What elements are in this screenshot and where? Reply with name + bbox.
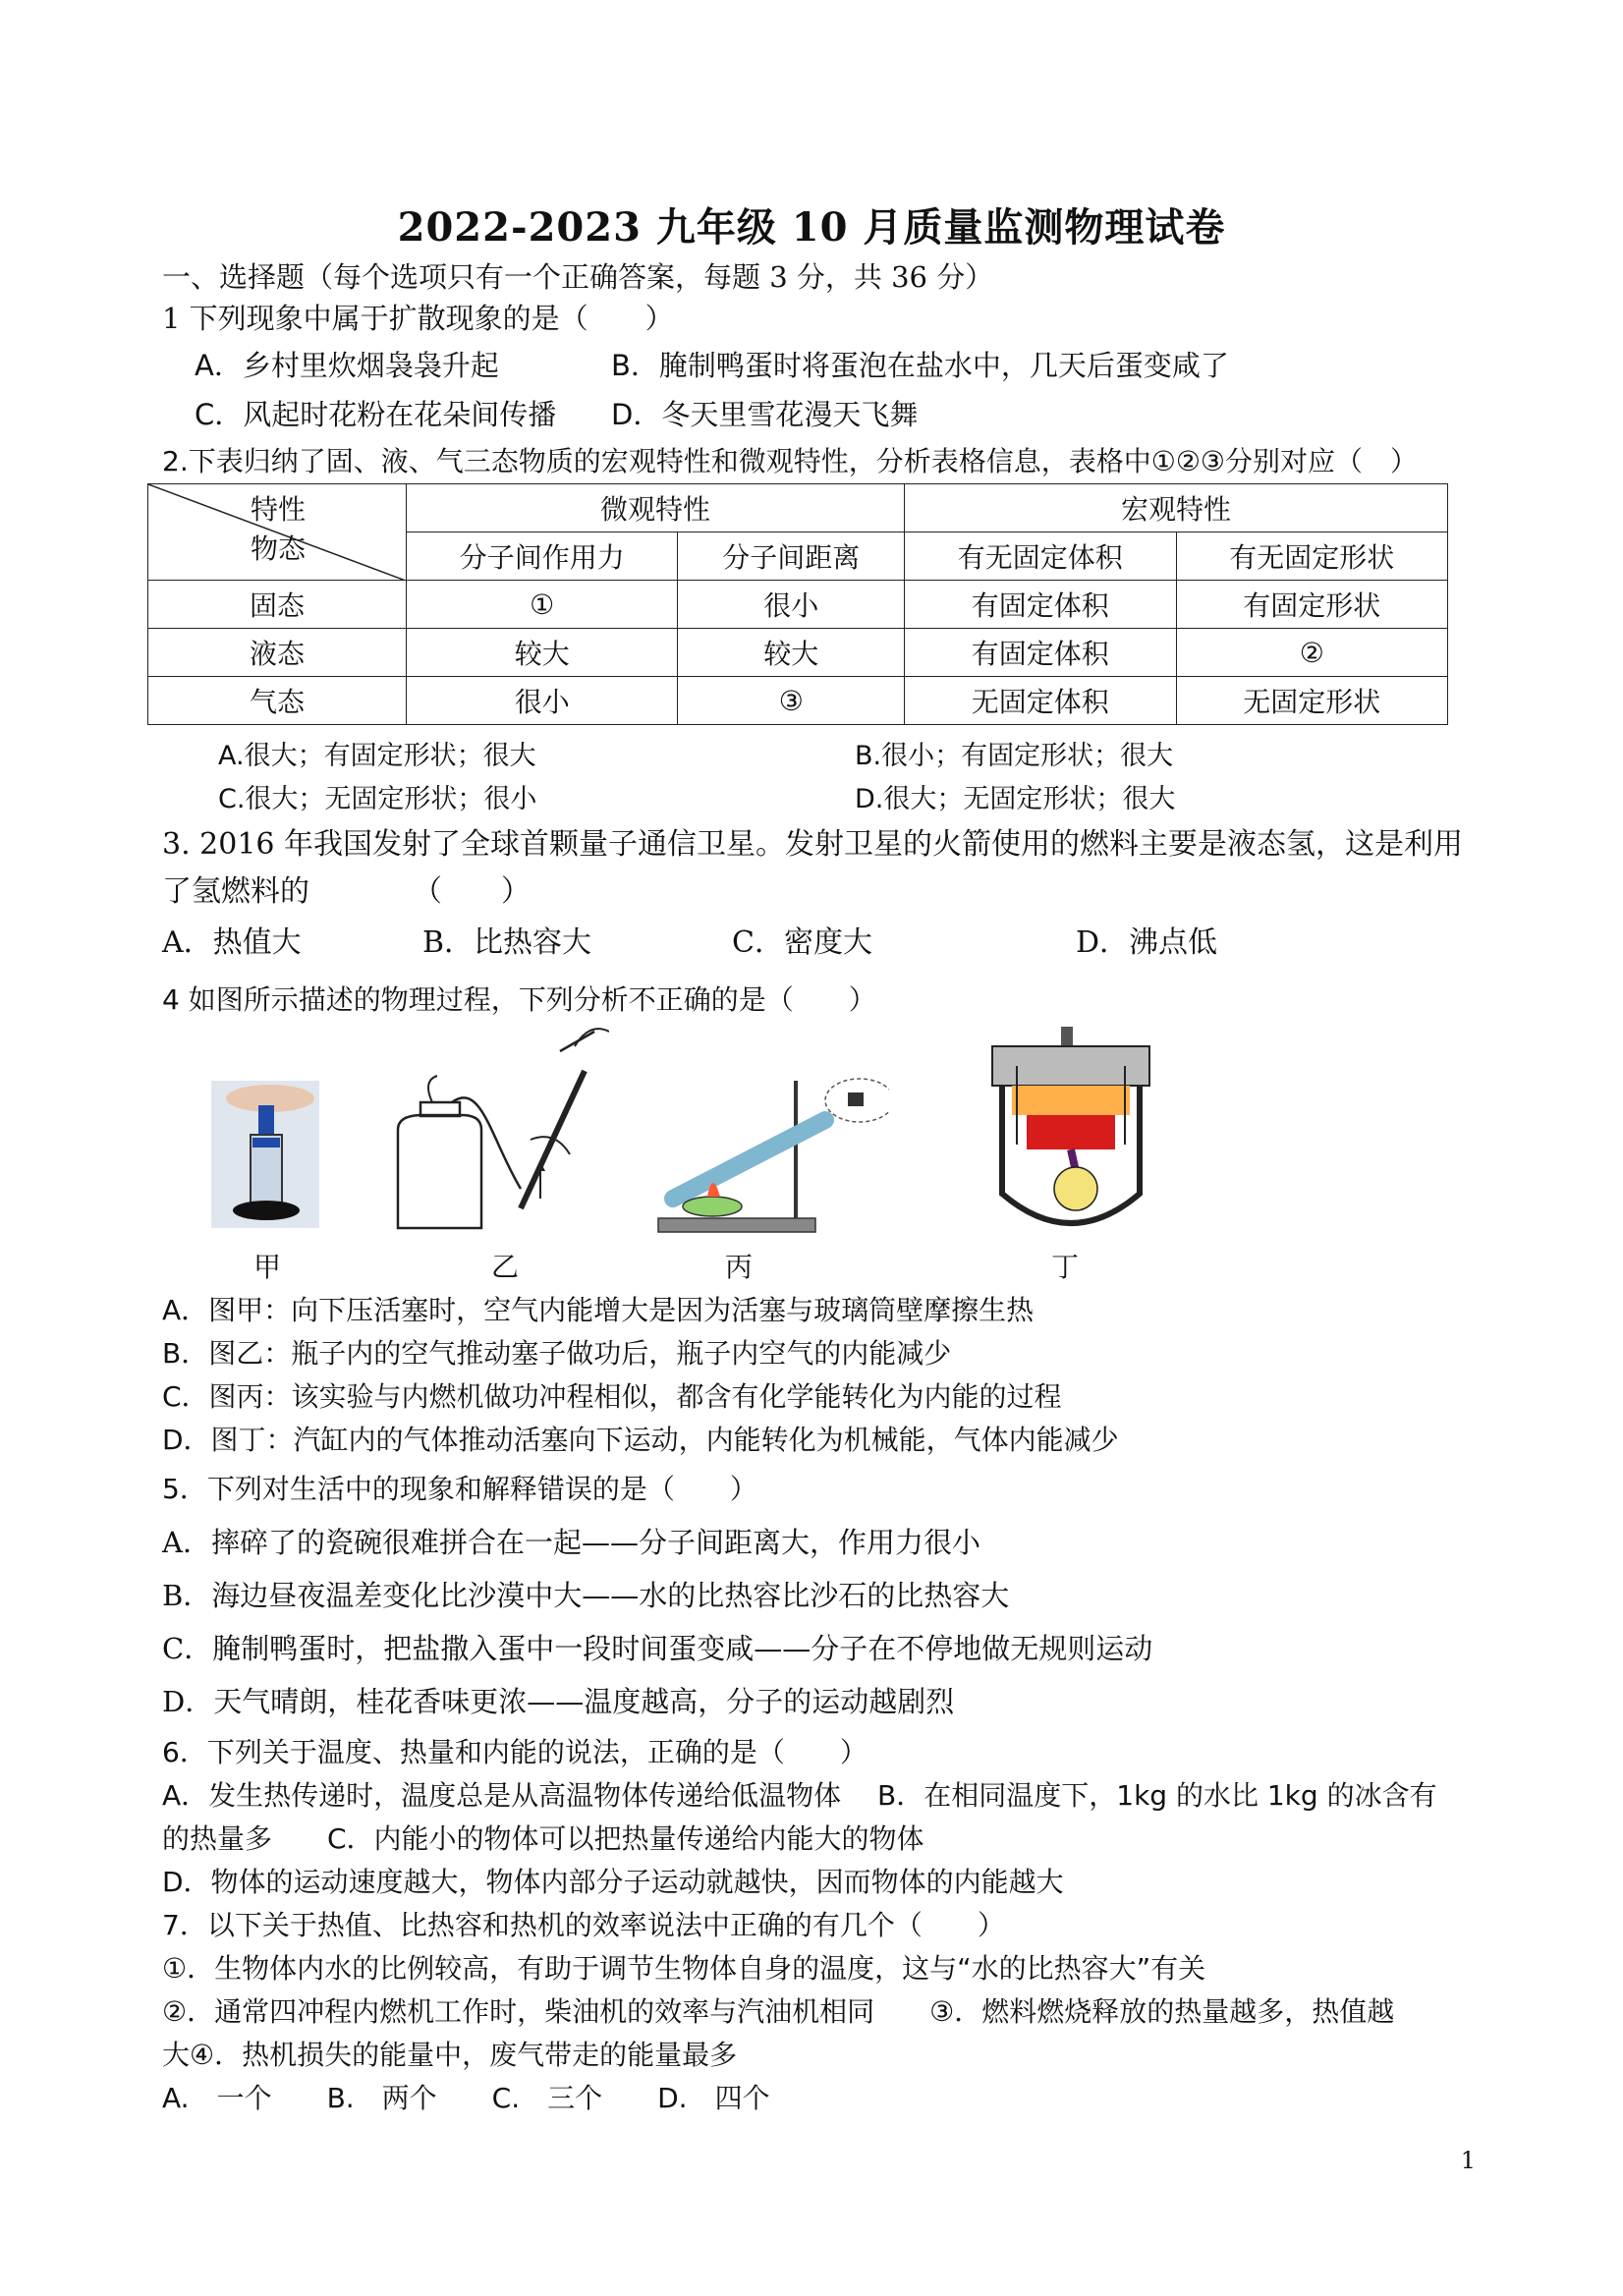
corner-top-label: 特性	[251, 493, 307, 526]
table-cell: ②	[1176, 629, 1447, 677]
q3-stem-line2: 了氢燃料的 （ ）	[162, 874, 531, 909]
q5-option-d: D．天气晴朗，桂花香味更浓——温度越高，分子的运动越剧烈	[162, 1685, 955, 1718]
q2-option-b: B.很小；有固定形状；很大	[855, 741, 1174, 771]
figure-yi-bottle-pump-icon	[383, 1022, 609, 1238]
q7-statement-1: ①．生物体内水的比例较高，有助于调节生物体自身的温度，这与“水的比热容大”有关	[162, 1952, 1206, 1985]
exam-title: 2022-2023 九年级 10 月质量监测物理试卷	[397, 204, 1226, 251]
q6-stem: 6．下列关于温度、热量和内能的说法，正确的是（ ）	[162, 1736, 867, 1768]
table-cell: 有固定形状	[1176, 581, 1447, 629]
q4-stem: 4 如图所示描述的物理过程，下列分析不正确的是（ ）	[162, 983, 876, 1016]
q5-stem: 5．下列对生活中的现象和解释错误的是（ ）	[162, 1473, 757, 1505]
table-cell: 很小	[407, 677, 678, 725]
q2-option-c: C.很大；无固定形状；很小	[218, 784, 537, 814]
col-header: 有无固定形状	[1176, 532, 1447, 581]
table-cell: 无固定体积	[905, 677, 1176, 725]
q3-option-b: B．比热容大	[422, 925, 592, 960]
q1-option-b: B．腌制鸭蛋时将蛋泡在盐水中，几天后蛋变咸了	[611, 349, 1229, 382]
table-row	[148, 629, 1448, 677]
figure-label: 甲	[253, 1251, 282, 1283]
q5-option-a: A．摔碎了的瓷碗很难拼合在一起——分子间距离大，作用力很小	[162, 1526, 980, 1559]
q1-stem: 1 下列现象中属于扩散现象的是（ ）	[162, 302, 674, 335]
state-cell: 气态	[148, 677, 407, 725]
table-cell: ①	[407, 581, 678, 629]
state-cell: 液态	[148, 629, 407, 677]
q3-option-c: C．密度大	[732, 925, 872, 960]
table-cell: 较大	[678, 629, 905, 677]
table-row	[148, 677, 1448, 725]
q1-option-c: C．风起时花粉在花朵间传播	[195, 398, 557, 431]
state-cell: 固态	[148, 581, 407, 629]
q7-stem: 7．以下关于热值、比热容和热机的效率说法中正确的有几个（ ）	[162, 1909, 1005, 1941]
figure-label: 乙	[491, 1251, 520, 1283]
table-corner-cell	[148, 484, 407, 581]
q1-option-d: D．冬天里雪花漫天飞舞	[611, 398, 919, 431]
q3-option-a: A．热值大	[162, 925, 302, 960]
q7-statement-2-3: ②．通常四冲程内燃机工作时，柴油机的效率与汽油机相同 ③．燃料燃烧释放的热量越多，热值越	[162, 1995, 1395, 2028]
q5-option-b: B．海边昼夜温差变化比沙漠中大——水的比热容比沙石的比热容大	[162, 1579, 1010, 1612]
q2-stem: 2.下表归纳了固、液、气三态物质的宏观特性和微观特性，分析表格信息，表格中①②③分别对应（ ）	[162, 445, 1419, 477]
q1-option-a: A．乡村里炊烟袅袅升起	[195, 349, 499, 382]
q7-options: A. 一个 B. 两个 C. 三个 D. 四个	[162, 2082, 770, 2114]
states-table	[147, 483, 1448, 725]
q5-option-c: C．腌制鸭蛋时，把盐撒入蛋中一段时间蛋变咸——分子在不停地做无规则运动	[162, 1632, 1153, 1665]
table-cell: 有固定体积	[905, 629, 1176, 677]
section-heading: 一、选择题（每个选项只有一个正确答案，每题 3 分，共 36 分）	[162, 260, 994, 294]
header-macro: 宏观特性	[905, 484, 1448, 532]
col-header: 分子间作用力	[407, 532, 678, 581]
q2-option-d: D.很大；无固定形状；很大	[855, 784, 1176, 814]
q4-option-a: A．图甲：向下压活塞时，空气内能增大是因为活塞与玻璃筒壁摩擦生热	[162, 1294, 1035, 1326]
q6-options-line3: D．物体的运动速度越大，物体内部分子运动就越快，因而物体的内能越大	[162, 1866, 1064, 1898]
q3-stem-line1: 3. 2016 年我国发射了全球首颗量子通信卫星。发射卫星的火箭使用的燃料主要是液态氢，这是利用	[162, 827, 1464, 862]
q6-options-line1: A．发生热传递时，温度总是从高温物体传递给低温物体 B．在相同温度下，1kg 的水比 1kg 的冰含有	[162, 1779, 1437, 1812]
figure-label: 丁	[1051, 1251, 1080, 1283]
q4-figures	[196, 1022, 1228, 1287]
table-cell: 较大	[407, 629, 678, 677]
corner-bottom-label: 物态	[251, 532, 307, 565]
table-cell: 无固定形状	[1176, 677, 1447, 725]
q7-statement-4: 大④．热机损失的能量中，废气带走的能量最多	[162, 2039, 738, 2071]
q3-option-d: D．沸点低	[1076, 925, 1218, 960]
q6-options-line2: 的热量多 C．内能小的物体可以把热量传递给内能大的物体	[162, 1822, 924, 1855]
figure-bing-test-tube-icon	[653, 1071, 889, 1238]
figure-label: 丙	[725, 1251, 754, 1283]
header-micro: 微观特性	[407, 484, 905, 532]
q4-option-c: C．图丙：该实验与内燃机做功冲程相似，都含有化学能转化为内能的过程	[162, 1380, 1062, 1413]
q4-option-d: D．图丁：汽缸内的气体推动活塞向下运动，内能转化为机械能，气体内能减少	[162, 1424, 1119, 1456]
table-cell: 有固定体积	[905, 581, 1176, 629]
figure-jia-syringe-icon	[211, 1081, 319, 1228]
table-cell: ③	[678, 677, 905, 725]
figure-ding-engine-cylinder-icon	[973, 1027, 1169, 1238]
q4-option-b: B．图乙：瓶子内的空气推动塞子做功后，瓶子内空气的内能减少	[162, 1337, 952, 1370]
q2-option-a: A.很大；有固定形状；很大	[218, 741, 536, 771]
table-cell: 很小	[678, 581, 905, 629]
page-number: 1	[1460, 2147, 1476, 2174]
table-row	[148, 581, 1448, 629]
col-header: 有无固定体积	[905, 532, 1176, 581]
col-header: 分子间距离	[678, 532, 905, 581]
